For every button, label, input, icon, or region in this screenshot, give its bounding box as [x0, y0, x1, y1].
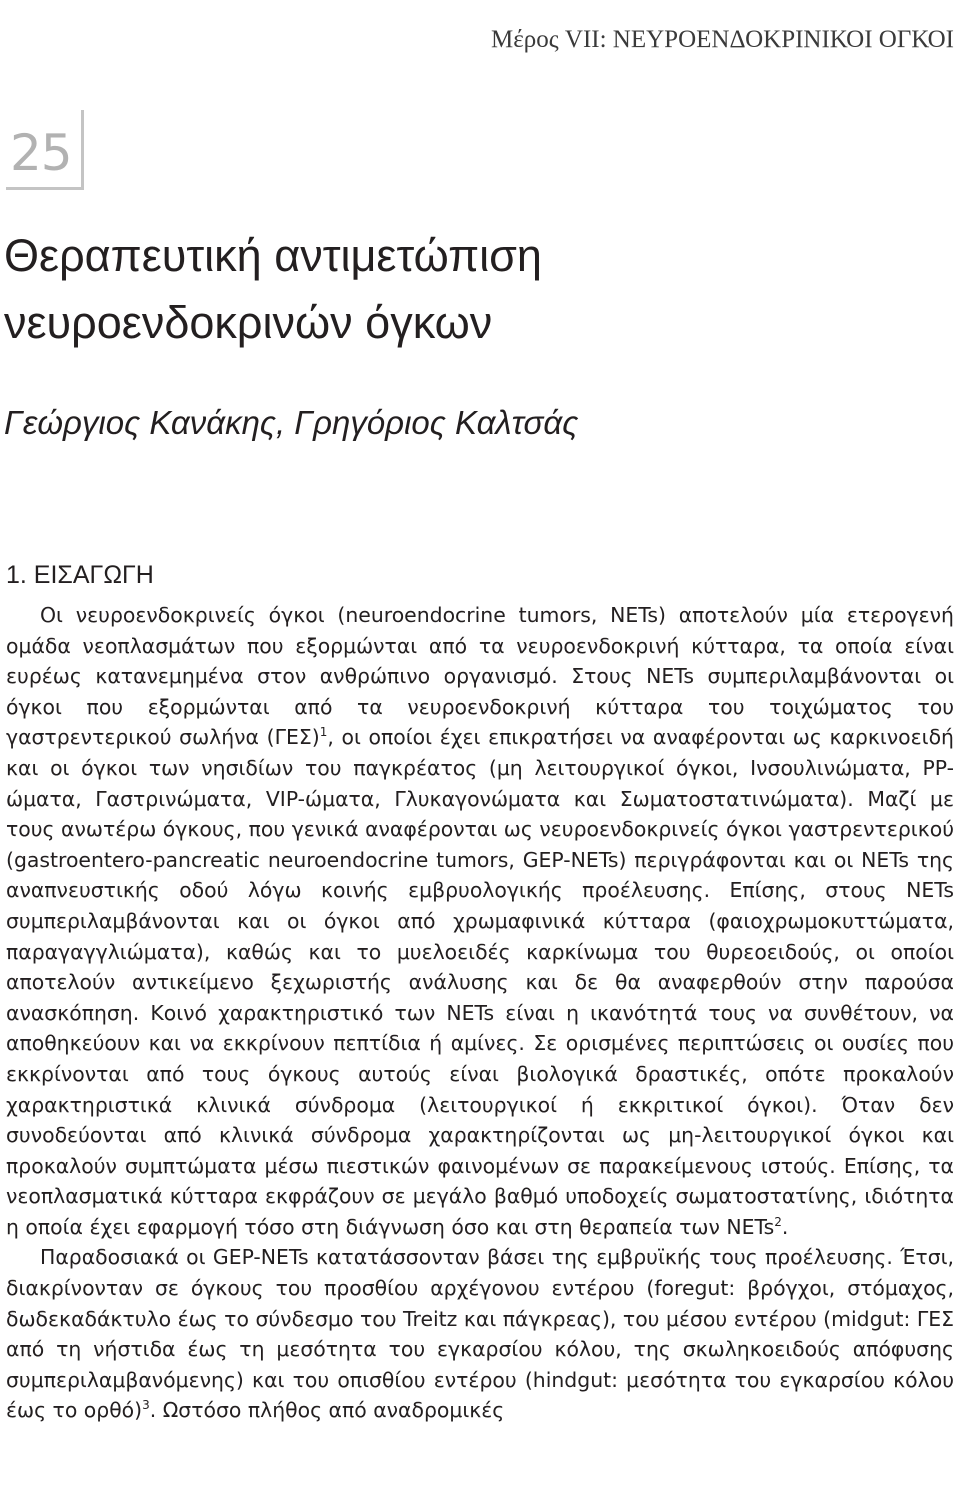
running-header: Μέρος VII: ΝΕΥΡΟΕΝΔΟΚΡΙΝΙΚΟΙ ΟΓΚΟΙ: [491, 26, 954, 53]
chapter-title: [4, 222, 944, 356]
chapter-number: 25: [10, 124, 72, 182]
paragraph-1-text-a: Οι νευροενδοκρινείς όγκοι (neuroendocrine tumors, NETs) αποτελούν μία ετερογενή ομάδα νεοπλασμάτων που εξορμώνται από τα νευροενδοκρινή κύτταρα, τα οποία είναι ευρέως κατανεμημένα στον ανθρώπινο οργανισμό. Στους NETs συμπεριλαμβάνονται οι όγκοι που εξορμώνται από τα νευροενδοκρινή κύτταρα του τοιχώματος του γαστρεντερικού σωλήνα (ΓΕΣ): [6, 603, 954, 750]
paragraph-1: [6, 600, 954, 1242]
paragraph-2: [6, 1242, 954, 1426]
chapter-title-line-2: νευροενδοκρινών όγκων: [4, 297, 493, 348]
paragraph-1-text-b: , οι οποίοι έχει επικρατήσει να αναφέρονται ως καρκινοειδή και οι όγκοι των νησιδίων του παγκρέατος (μη λειτουργικοί όγκοι, Ινσουλινώματα, PP-ώματα, Γαστρινώματα, VIP-ώματα, Γλυκαγονώματα και Σωματοστατινώματα). Μαζί με τους ανωτέρω όγκους, που γενικά αναφέρονται ως νευροενδοκρινείς όγκοι γαστρεντερικού (gastroentero-pancreatic neuroendocrine tumors, GEP-NETs) περιγράφονται και οι NETs της αναπνευστικής οδού λόγω κοινής εμβρυολογικής προέλευσης. Επίσης, στους NETs συμπεριλαμβάνονται και οι όγκοι από χρωμαφινικά κύτταρα (φαιοχρωμοκυττώματα, παραγαγγλιώματα), καθώς και το μυελοειδές καρκίνωμα του θυρεοειδούς, οι οποίοι αποτελούν αντικείμενο ξεχωριστής ανάλυσης και δε θα αναφερθούν στην παρούσα ανασκόπηση. Κοινό χαρακτηριστικό των NETs είναι η ικανότητά τους να συνθέτουν, να αποθηκεύουν και να εκκρίνουν πεπτίδια ή αμίνες. Σε ορισμένες περιπτώσεις οι ουσίες που εκκρίνονται από τους όγκους αυτούς είναι βιολογικά δραστικές, οπότε προκαλούν χαρακτηριστικά κλινικά σύνδρομα (λειτουργικοί ή εκκριτικοί όγκοι). Όταν δεν συνοδεύονται από κλινικά σύνδρομα χαρακτηρίζονται ως μη-λειτουργικοί όγκοι και προκαλούν συμπτώματα μέσω πιεστικών φαινομένων σε παρακείμενους ιστούς. Επίσης, τα νεοπλασματικά κύτταρα εκφράζουν σε μεγάλο βαθμό υποδοχείς σωματοστατίνης, ιδιότητα η οποία έχει εφαρμογή τόσο στη διάγνωση όσο και στη θεραπεία των NETs: [6, 725, 954, 1239]
reference-1: 1: [319, 725, 328, 740]
paragraph-2-text-a: Παραδοσιακά οι GEP-NETs κατατάσσονταν βάσει της εμβρυϊκής τους προέλευσης. Έτσι, διακρίνονταν σε όγκους του προσθίου αρχέγονου εντέρου (foregut: βρόγχοι, στόμαχος, δωδεκαδάκτυλο έως το σύνδεσμο του Treitz και πάγκρεας), του μέσου εντέρου (midgut: ΓΕΣ από τη νήστιδα έως τη μεσότητα του εγκαρσίου κόλου, της σκωληκοειδούς απόφυσης συμπεριλαμβανόμενης) και του οπισθίου εντέρου (hindgut: μεσότητα του εγκαρσίου κόλου έως το ορθό): [6, 1245, 954, 1423]
body-text: [6, 600, 954, 1426]
reference-2: 2: [774, 1215, 782, 1230]
section-heading: 1. ΕΙΣΑΓΩΓΗ: [6, 561, 154, 589]
chapter-authors: Γεώργιος Κανάκης, Γρηγόριος Καλτσάς: [4, 404, 579, 441]
chapter-title-line-1: Θεραπευτική αντιμετώπιση: [4, 230, 542, 281]
reference-3: 3: [142, 1398, 150, 1413]
paragraph-1-end: .: [781, 1214, 789, 1239]
paragraph-2-text-b: . Ωστόσο πλήθος από αναδρομικές: [149, 1398, 505, 1423]
